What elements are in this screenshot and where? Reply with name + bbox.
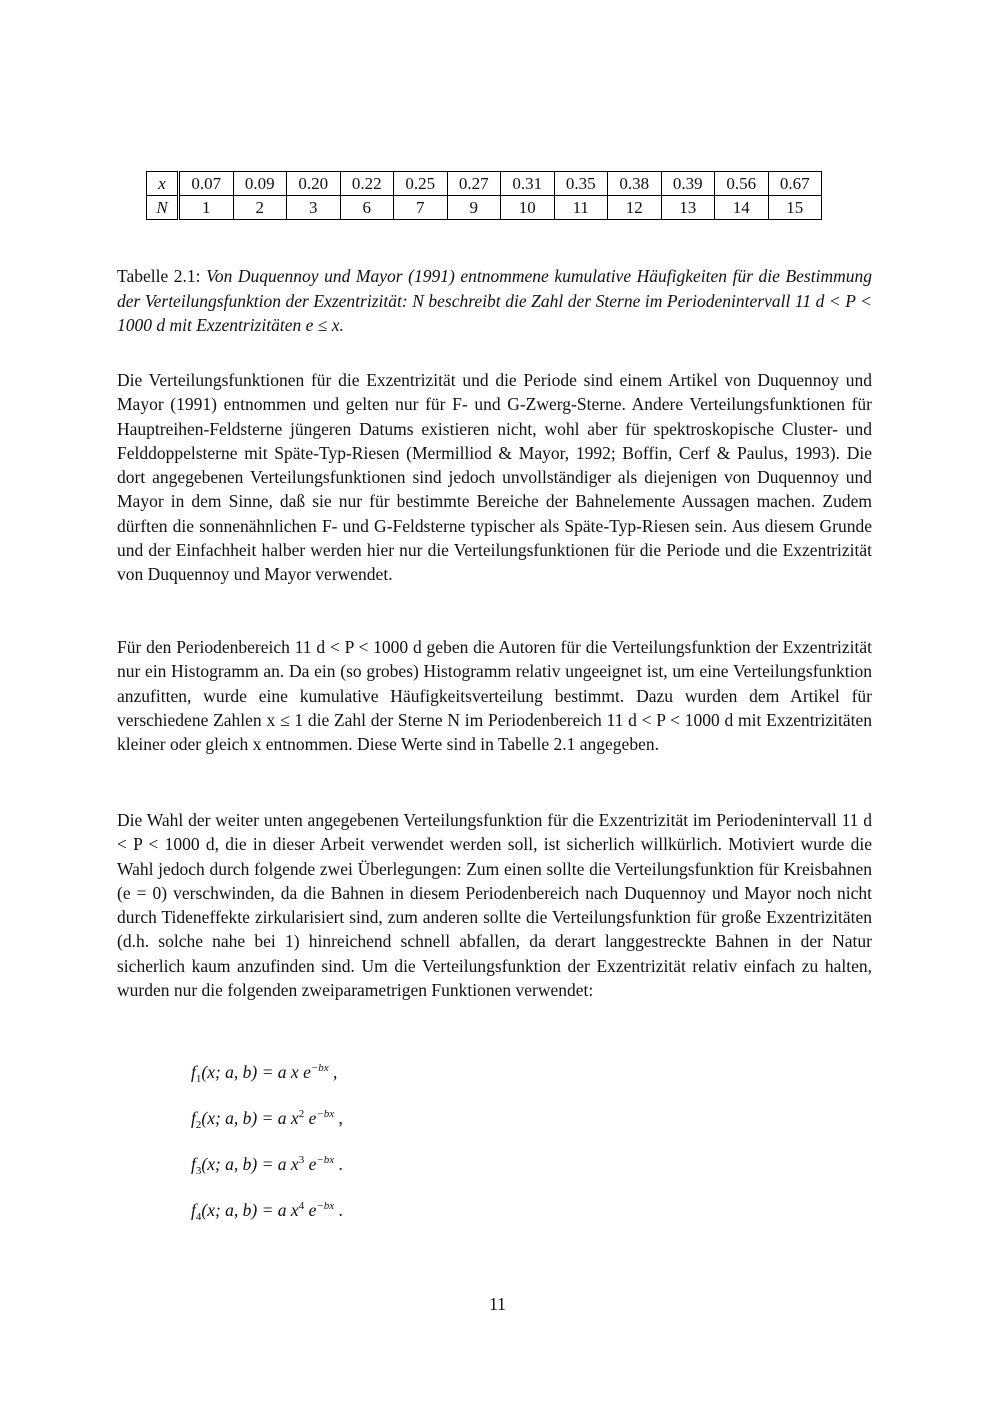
formula-lhs: $f_4(x$; a, b) = a x xyxy=(191,1200,299,1223)
formula-f2: $f_2(x$; a, b) = a $x^2$ $e^{-bx}$ , xyxy=(191,1108,343,1131)
table-caption xyxy=(117,264,872,338)
formula-power: 2 xyxy=(298,1108,305,1120)
formula-punct: . xyxy=(334,1200,343,1220)
table-cell: 0.20 xyxy=(287,172,341,196)
table-cell: 11 xyxy=(554,196,608,220)
table-cell: 9 xyxy=(447,196,501,220)
table-cell: 0.25 xyxy=(394,172,448,196)
table-cell: 0.35 xyxy=(554,172,608,196)
formula-power: 4 xyxy=(298,1200,305,1212)
table-cell: 10 xyxy=(501,196,555,220)
formula-exponent: −bx xyxy=(316,1200,335,1212)
formula-lhs: $f_2(x$; a, b) = a x xyxy=(191,1108,299,1131)
table-cell: 0.39 xyxy=(661,172,715,196)
page-number: 11 xyxy=(489,1294,506,1314)
table-row-x xyxy=(147,172,822,196)
table-cell: 0.67 xyxy=(768,172,822,196)
caption-text: Von Duquennoy und Mayor (1991) entnommene kumulative Häufigkeiten für die Bestimmung der Verteilungsfunktion der Exzentrizität: N beschreibt die Zahl der Sterne im Periodenintervall 11 d < P < 1000 d mit Exzentrizitäten e ≤ x. xyxy=(117,266,872,335)
table-cell: 15 xyxy=(768,196,822,220)
paragraph: Für den Periodenbereich 11 d < P < 1000 d geben die Autoren für die Verteilungsfunktion der Exzentrizität nur ein Histogramm an. Da ein (so grobes) Histogramm relativ ungeeignet ist, um eine Verteilungsfunktion anzufitten, wurde eine kumulative Häufigkeitsverteilung bestimmt. Dazu wurden dem Artikel für verschiedene Zahlen x ≤ 1 die Zahl der Sterne N im Periodenbereich 11 d < P < 1000 d mit Exzentrizitäten kleiner oder gleich x entnommen. Diese Werte sind in Tabelle 2.1 angegeben. xyxy=(117,637,872,755)
paragraph: Die Wahl der weiter unten angegebenen Verteilungsfunktion für die Exzentrizität im Periodenintervall 11 d < P < 1000 d, die in dieser Arbeit verwendet werden soll, ist sicherlich willkürlich. Motiviert wurde die Wahl jedoch durch folgende zwei Überlegungen: Zum einen sollte die Verteilungsfunktion für Kreisbahnen (e = 0) verschwinden, da die Bahnen in diesem Periodenbereich nach Duquennoy und Mayor noch nicht durch Tideneffekte zirkularisiert sind, zum anderen sollte die Verteilungsfunktion für große Exzentrizitäten (d.h. solche nahe bei 1) hinreichend schnell abfallen, da derart langgestreckte Bahnen in der Natur sicherlich kaum anzufinden sind. Um die Verteilungsfunktion der Exzentrizität relativ einfach zu halten, wurden nur die folgenden zweiparametrigen Funktionen verwendet: xyxy=(117,810,872,1001)
table-cell: 0.56 xyxy=(715,172,769,196)
formula-f1 xyxy=(191,1062,337,1085)
table-cell: 3 xyxy=(287,196,341,220)
formula-f4: $f_4(x$; a, b) = a $x^4$ $e^{-bx}$ . xyxy=(191,1200,343,1223)
table-cell: 12 xyxy=(608,196,662,220)
formula-f3: $f_3(x$; a, b) = a $x^3$ $e^{-bx}$ . xyxy=(191,1154,343,1177)
formula-lhs: $f_3(x$; a, b) = a x xyxy=(191,1154,299,1177)
table-cell: 13 xyxy=(661,196,715,220)
formula-lhs: $f_1(x$; a, b) = a x e xyxy=(191,1062,311,1085)
table-cell: 0.27 xyxy=(447,172,501,196)
table-cell: 1 xyxy=(179,196,234,220)
table-cell: 0.31 xyxy=(501,172,555,196)
eccentricity-table xyxy=(146,171,822,220)
formula-exponent: −bx xyxy=(316,1154,335,1166)
formula-exponent: −bx xyxy=(310,1062,329,1074)
formula-punct: . xyxy=(334,1154,343,1174)
caption-label: Tabelle 2.1: xyxy=(117,266,201,286)
table-cell: 0.09 xyxy=(233,172,287,196)
formula-power: 3 xyxy=(298,1154,305,1166)
formula-exponent: −bx xyxy=(316,1108,335,1120)
paragraph: Die Verteilungsfunktionen für die Exzentrizität und die Periode sind einem Artikel von Duquennoy und Mayor (1991) entnommen und gelten nur für F- und G-Zwerg-Sterne. Andere Verteilungsfunktionen für Hauptreihen-Feldsterne jüngeren Datums existieren nicht, wohl aber für spektroskopische Cluster- und Felddoppelsterne mit Späte-Typ-Riesen (Mermilliod & Mayor, 1992; Boffin, Cerf & Paulus, 1993). Die dort angegebenen Verteilungsfunktionen sind jedoch unvollständiger als diejenigen von Duquennoy und Mayor in dem Sinne, daß sie nur für bestimmte Bereiche der Bahnelemente Aussagen machen. Zudem dürften die sonnenähnlichen F- und G-Feldsterne typischer als Späte-Typ-Riesen sein. Aus diesem Grunde und der Einfachheit halber werden hier nur die Verteilungsfunktionen für die Periode und die Exzentrizität von Duquennoy und Mayor verwendet. xyxy=(117,370,872,585)
table-header-n: N xyxy=(147,196,179,220)
table-row-n xyxy=(147,196,822,220)
table-header-x: x xyxy=(147,172,179,196)
table-cell: 2 xyxy=(233,196,287,220)
table-cell: 7 xyxy=(394,196,448,220)
table-cell: 0.22 xyxy=(340,172,394,196)
table-cell: 6 xyxy=(340,196,394,220)
formula-punct: , xyxy=(328,1062,338,1082)
formula-punct: , xyxy=(334,1108,343,1128)
table-cell: 14 xyxy=(715,196,769,220)
table-cell: 0.07 xyxy=(179,172,234,196)
table-cell: 0.38 xyxy=(608,172,662,196)
